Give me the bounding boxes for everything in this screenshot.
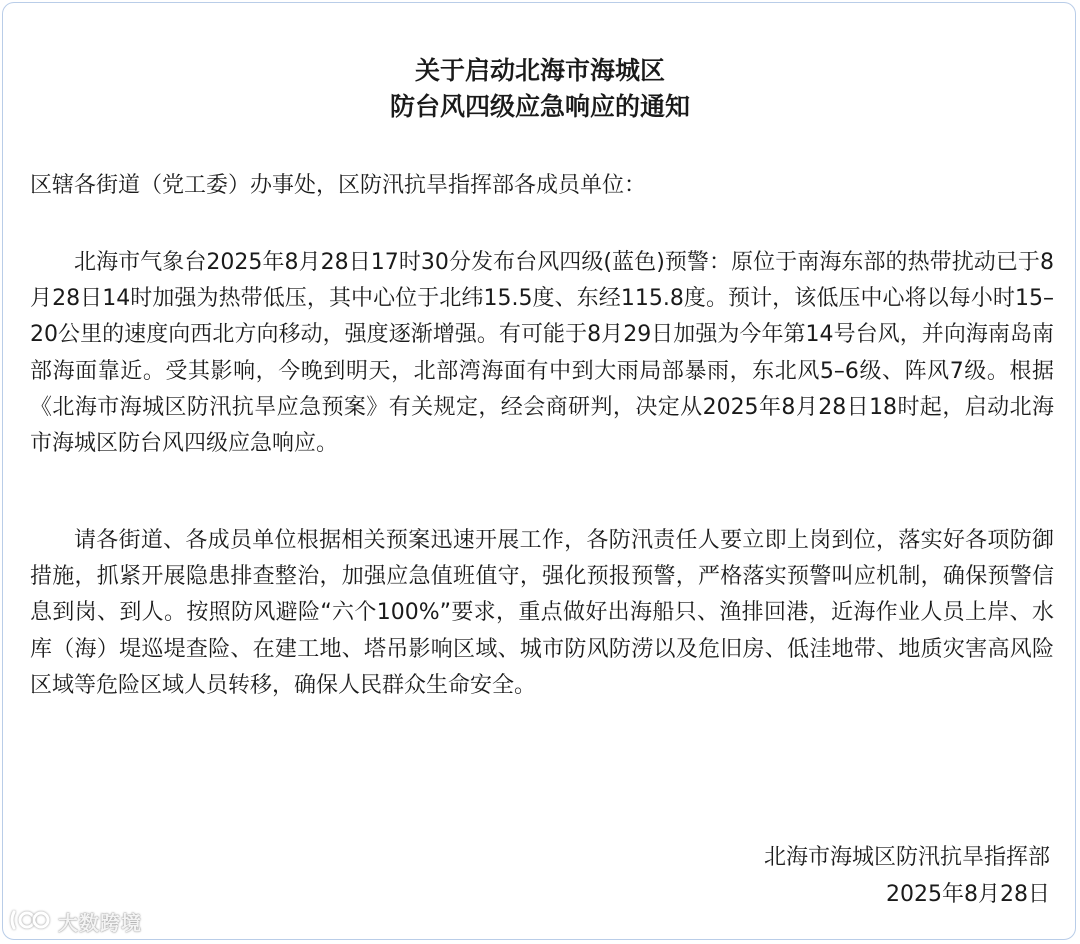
document-title-line1: 关于启动北海市海城区	[414, 56, 665, 85]
signature-organization: 北海市海城区防汛抗旱指挥部	[763, 845, 1050, 870]
watermark	[8, 904, 142, 938]
document-title-line2: 防台风四级应急响应的通知	[389, 92, 690, 121]
watermark-text: 大数跨境	[58, 910, 142, 935]
document-addressee: 区辖各街道（党工委）办事处，区防汛抗旱指挥部各成员单位：	[30, 173, 647, 198]
signature-date: 2025年8月28日	[886, 882, 1050, 907]
document-frame	[2, 2, 1076, 940]
body-paragraph-2: 请各街道、各成员单位根据相关预案迅速开展工作，各防汛责任人要立即上岗到位，落实好各项防御措施，抓紧开展隐患排查整治，加强应急值班值守，强化预报预警，严格落实预警叫应机制，确保预警信息到岗、到人。按照防风避险“六个100%”要求，重点做好出海船只、渔排回港，近海作业人员上岸、水库（海）堤巡堤查险、在建工地、塔吊影响区域、城市防风防涝以及危旧房、低洼地带、地质灾害高风险区域等危险区域人员转移，确保人民群众生命安全。	[30, 528, 1054, 698]
body-paragraph-1: 北海市气象台2025年8月28日17时30分发布台风四级(蓝色)预警：原位于南海东部的热带扰动已于8月28日14时加强为热带低压，其中心位于北纬15.5度、东经115.8度。预计，该低压中心将以每小时15–20公里的速度向西北方向移动，强度逐渐增强。有可能于8月29日加强为今年第14号台风，并向海南岛南部海面靠近。受其影响，今晚到明天，北部湾海面有中到大雨局部暴雨，东北风5–6级、阵风7级。根据《北海市海城区防汛抗旱应急预案》有关规定，经会商研判，决定从2025年8月28日18时起，启动北海市海城区防台风四级应急响应。	[30, 250, 1054, 457]
bubble-logo-icon	[8, 906, 52, 936]
